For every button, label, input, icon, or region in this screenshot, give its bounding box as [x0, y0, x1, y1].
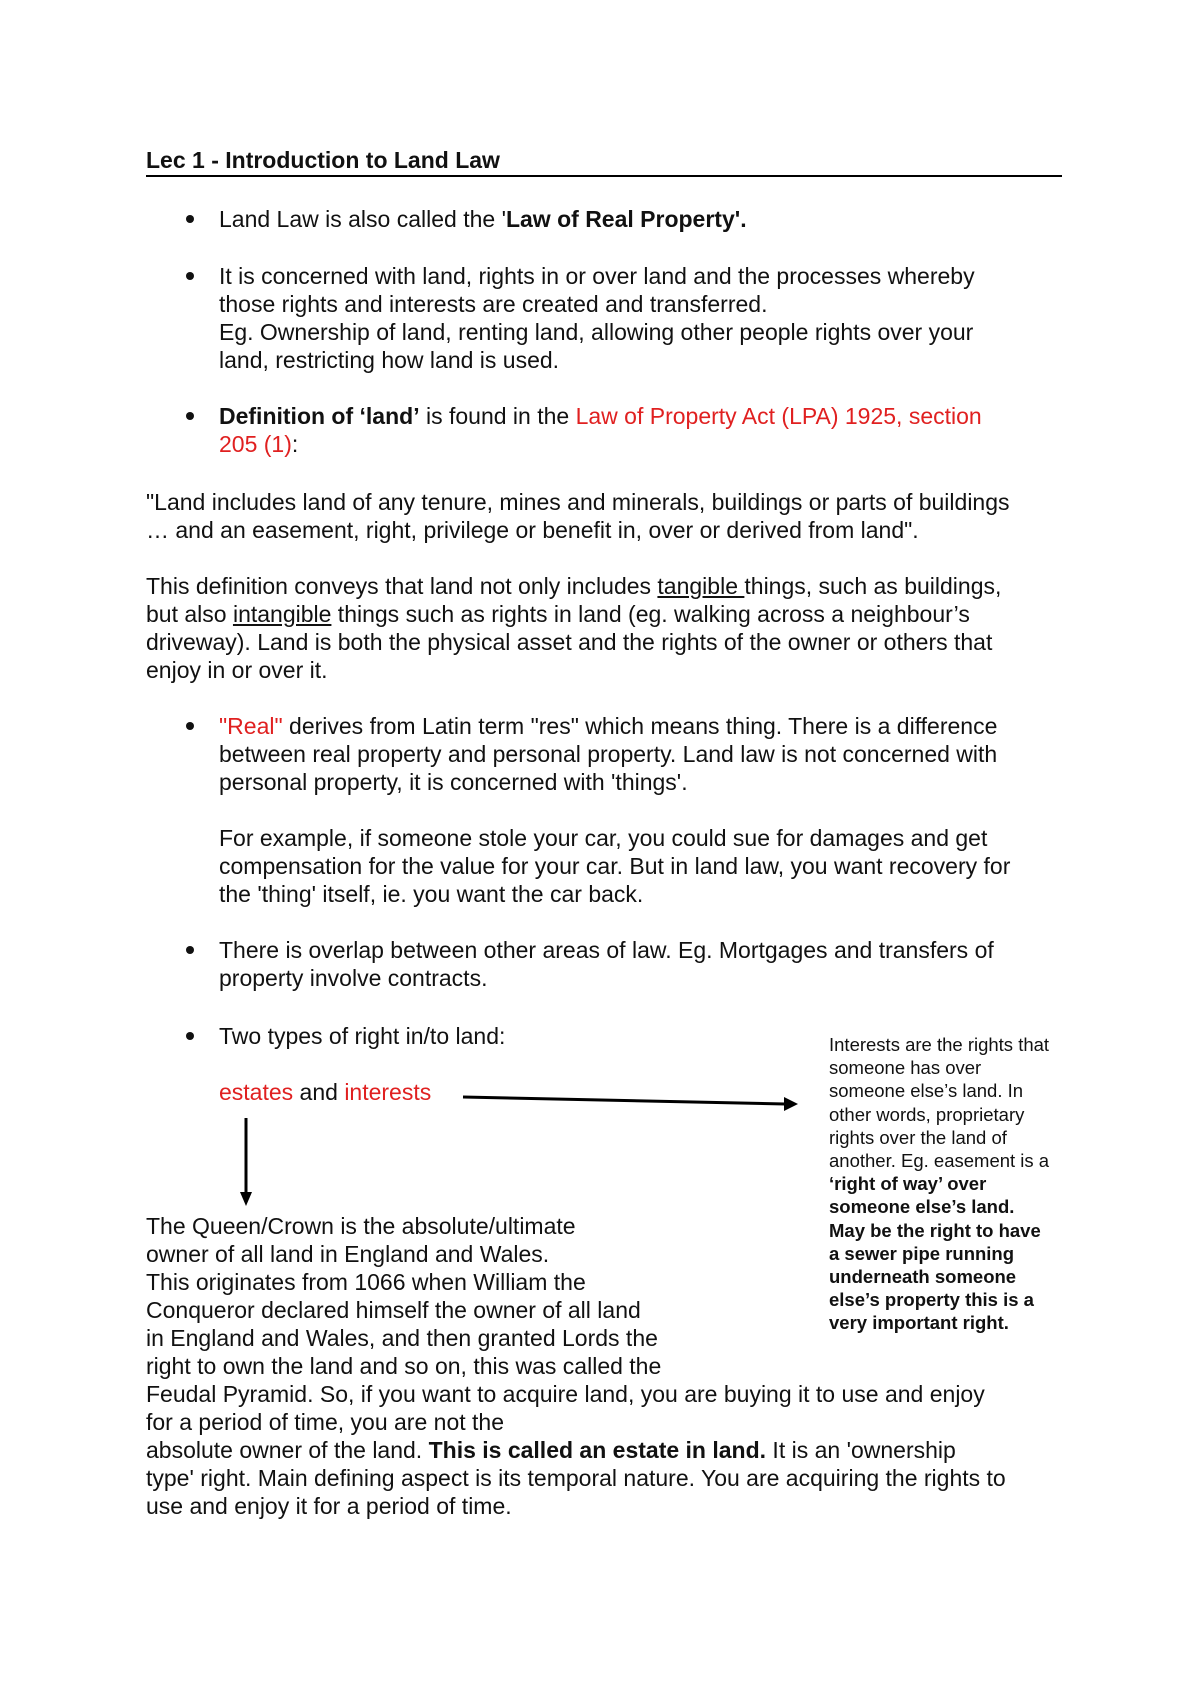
text-line: driveway). Land is both the physical asset and the rights of the owner or others that: [146, 629, 993, 655]
text-line: in England and Wales, and then granted Lords the: [146, 1325, 658, 1351]
text-line: Conqueror declared himself the owner of all land: [146, 1297, 641, 1323]
text-line: right to own the land and so on, this was called the: [146, 1353, 662, 1379]
text-line: personal property, it is concerned with 'things'.: [219, 769, 688, 795]
statute-reference: 205 (1): [219, 431, 292, 457]
text-line: other words, proprietary: [829, 1103, 1025, 1125]
text-line: For example, if someone stole your car, you could sue for damages and get: [219, 825, 988, 851]
text-segment: things, such as buildings,: [744, 573, 1002, 599]
text-line: between real property and personal property. Land law is not concerned with: [219, 741, 998, 767]
text-line: a sewer pipe running: [829, 1242, 1015, 1264]
text-segment: derives from Latin term "res" which means thing. There is a difference: [282, 713, 998, 739]
text-line: ‘right of way’ over: [829, 1173, 987, 1195]
highlight-term: "Real": [219, 713, 283, 739]
text-segment: absolute owner of the land.: [146, 1437, 429, 1463]
text-line: very important right.: [829, 1312, 1009, 1334]
underlined-term: intangible: [232, 601, 332, 627]
text-line: This originates from 1066 when William the: [146, 1269, 586, 1295]
text-line: else’s property this is a: [829, 1289, 1034, 1311]
bullet-text: :: [291, 431, 299, 457]
bullet-text: is found in the: [419, 403, 576, 429]
text-line: another. Eg. easement is a: [829, 1150, 1050, 1172]
crown-estates-paragraph: [146, 1212, 1066, 1520]
text-line: someone else’s land.: [829, 1196, 1015, 1218]
page-title: Lec 1 - Introduction to Land Law: [146, 146, 1062, 177]
text-line: someone else’s land. In: [829, 1080, 1024, 1102]
estates-term: estates: [219, 1079, 294, 1105]
text-segment: but also: [146, 601, 233, 627]
text-line: Feudal Pyramid. So, if you want to acquire land, you are buying it to use and enjoy: [146, 1381, 985, 1407]
text-line: type' right. Main defining aspect is its temporal nature. You are acquiring the rights to: [146, 1465, 1006, 1491]
text-line: Eg. Ownership of land, renting land, allowing other people rights over your: [219, 319, 974, 345]
text-segment: This definition conveys that land not only includes: [146, 573, 658, 599]
bold-term: Definition of ‘land’: [219, 403, 420, 429]
interests-term: interests: [344, 1079, 432, 1105]
text-line: rights over the land of: [829, 1126, 1007, 1148]
arrow-right-line: [463, 1097, 785, 1104]
text-line: use and enjoy it for a period of time.: [146, 1493, 512, 1519]
text-line: enjoy in or over it.: [146, 657, 328, 683]
arrow-down-head: [240, 1192, 252, 1206]
statute-reference: Law of Property Act (LPA) 1925, section: [575, 403, 982, 429]
bullet-text: Land Law is also called the ': [219, 206, 506, 232]
text-line: those rights and interests are created and transferred.: [219, 291, 768, 317]
text-line: "Land includes land of any tenure, mines and minerals, buildings or parts of buildings: [146, 489, 1010, 515]
bold-term: This is called an estate in land.: [428, 1437, 767, 1463]
text-line: compensation for the value for your car. But in land law, you want recovery for: [219, 853, 1011, 879]
text-line: underneath someone: [829, 1266, 1017, 1288]
text-line: land, restricting how land is used.: [219, 347, 560, 373]
arrow-right-head: [784, 1097, 798, 1111]
text-segment: It is an 'ownership: [766, 1437, 956, 1463]
text-line: … and an easement, right, privilege or benefit in, over or derived from land".: [146, 517, 919, 543]
text-line: May be the right to have: [829, 1219, 1041, 1241]
text-line: for a period of time, you are not the: [146, 1409, 504, 1435]
text-segment: things such as rights in land (eg. walking across a neighbour’s: [331, 601, 970, 627]
text-line: the 'thing' itself, ie. you want the car back.: [219, 881, 644, 907]
text-segment: and: [293, 1079, 345, 1105]
text-line: someone has over: [829, 1057, 982, 1079]
text-line: It is concerned with land, rights in or over land and the processes whereby: [219, 263, 975, 289]
text-line: Two types of right in/to land:: [219, 1023, 506, 1049]
text-line: Interests are the rights that: [829, 1034, 1050, 1055]
underlined-term: tangible: [657, 573, 745, 599]
text-line: owner of all land in England and Wales.: [146, 1241, 550, 1267]
text-line: The Queen/Crown is the absolute/ultimate: [146, 1213, 576, 1239]
bold-term: Law of Real Property'.: [505, 206, 747, 232]
text-line: There is overlap between other areas of law. Eg. Mortgages and transfers of: [219, 937, 994, 963]
text-line: property involve contracts.: [219, 965, 488, 991]
